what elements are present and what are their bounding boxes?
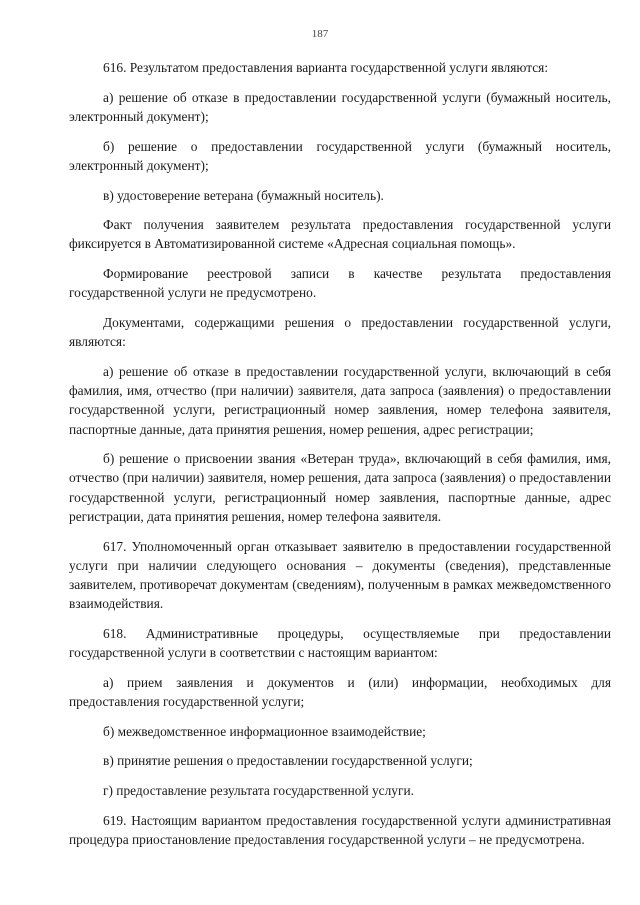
list-item-a-refusal-contents: а) решение об отказе в предоставлении государственной услуги, включающий в себя фамилия, имя, отчество (при наличии) заявителя, дата запроса (заявления) о предоставлении государственной услуги, регистрационный номер заявления, номер телефона заявителя, паспортные данные, дата принятия решения, номер решения, адрес регистрации; xyxy=(69,363,611,437)
paragraph-618-intro: 618. Административные процедуры, осуществляемые при предоставлении государственной услуги в соответствии с настоящим вариантом: xyxy=(69,625,611,661)
paragraph-fact-recording: Факт получения заявителем результата предоставления государственной услуги фиксируется в Автоматизированной системе «Адресная социальная помощь». xyxy=(69,217,611,252)
paragraph-619: 619. Настоящим вариантом предоставления государственной услуги административная процедура приостановление предоставления государственной услуги – не предусмотрена. xyxy=(69,812,611,847)
list-item-b-veteran-title: б) решение о присвоении звания «Ветеран труда», включающий в себя фамилия, имя, отчество (при наличии) заявителя, номер решения, дата запроса (заявления) о предоставлении государственной услуги, регистрационный номер заявления, паспортные данные, адрес регистрации, дата принятия решения, номер телефона заявителя. xyxy=(69,451,611,524)
paragraph-documents-intro: Документами, содержащими решения о предоставлении государственной услуги, являются: xyxy=(69,315,611,350)
paragraph-616-intro: 616. Результатом предоставления варианта государственной услуги являются: xyxy=(103,60,549,75)
page-number: 187 xyxy=(311,28,329,40)
list-item-a-refusal: а) решение об отказе в предоставлении государственной услуги (бумажный носитель, электронный документ); xyxy=(69,89,611,124)
document-body xyxy=(69,58,611,860)
paragraph-registry-record: Формирование реестровой записи в качестве результата предоставления государственной услуги не предусмотрено. xyxy=(69,266,611,301)
list-item-c-decision: в) принятие решения о предоставлении государственной услуги; xyxy=(103,753,473,769)
list-item-b-decision: б) решение о предоставлении государственной услуги (бумажный носитель, электронный документ); xyxy=(69,138,611,173)
list-item-b-interagency: б) межведомственное информационное взаимодействие; xyxy=(103,723,426,739)
list-item-a-reception: а) прием заявления и документов и (или) информации, необходимых для предоставления государственной услуги; xyxy=(69,674,611,709)
list-item-c-certificate: в) удостоверение ветерана (бумажный носитель). xyxy=(103,187,384,203)
list-item-d-result: г) предоставление результата государственной услуги. xyxy=(103,783,414,799)
paragraph-617: 617. Уполномоченный орган отказывает заявителю в предоставлении государственной услуги при наличии следующего основания – документы (сведения), представленные заявителем, противоречат документам (сведениям), полученным в рамках межведомственного взаимодействия. xyxy=(69,538,611,612)
